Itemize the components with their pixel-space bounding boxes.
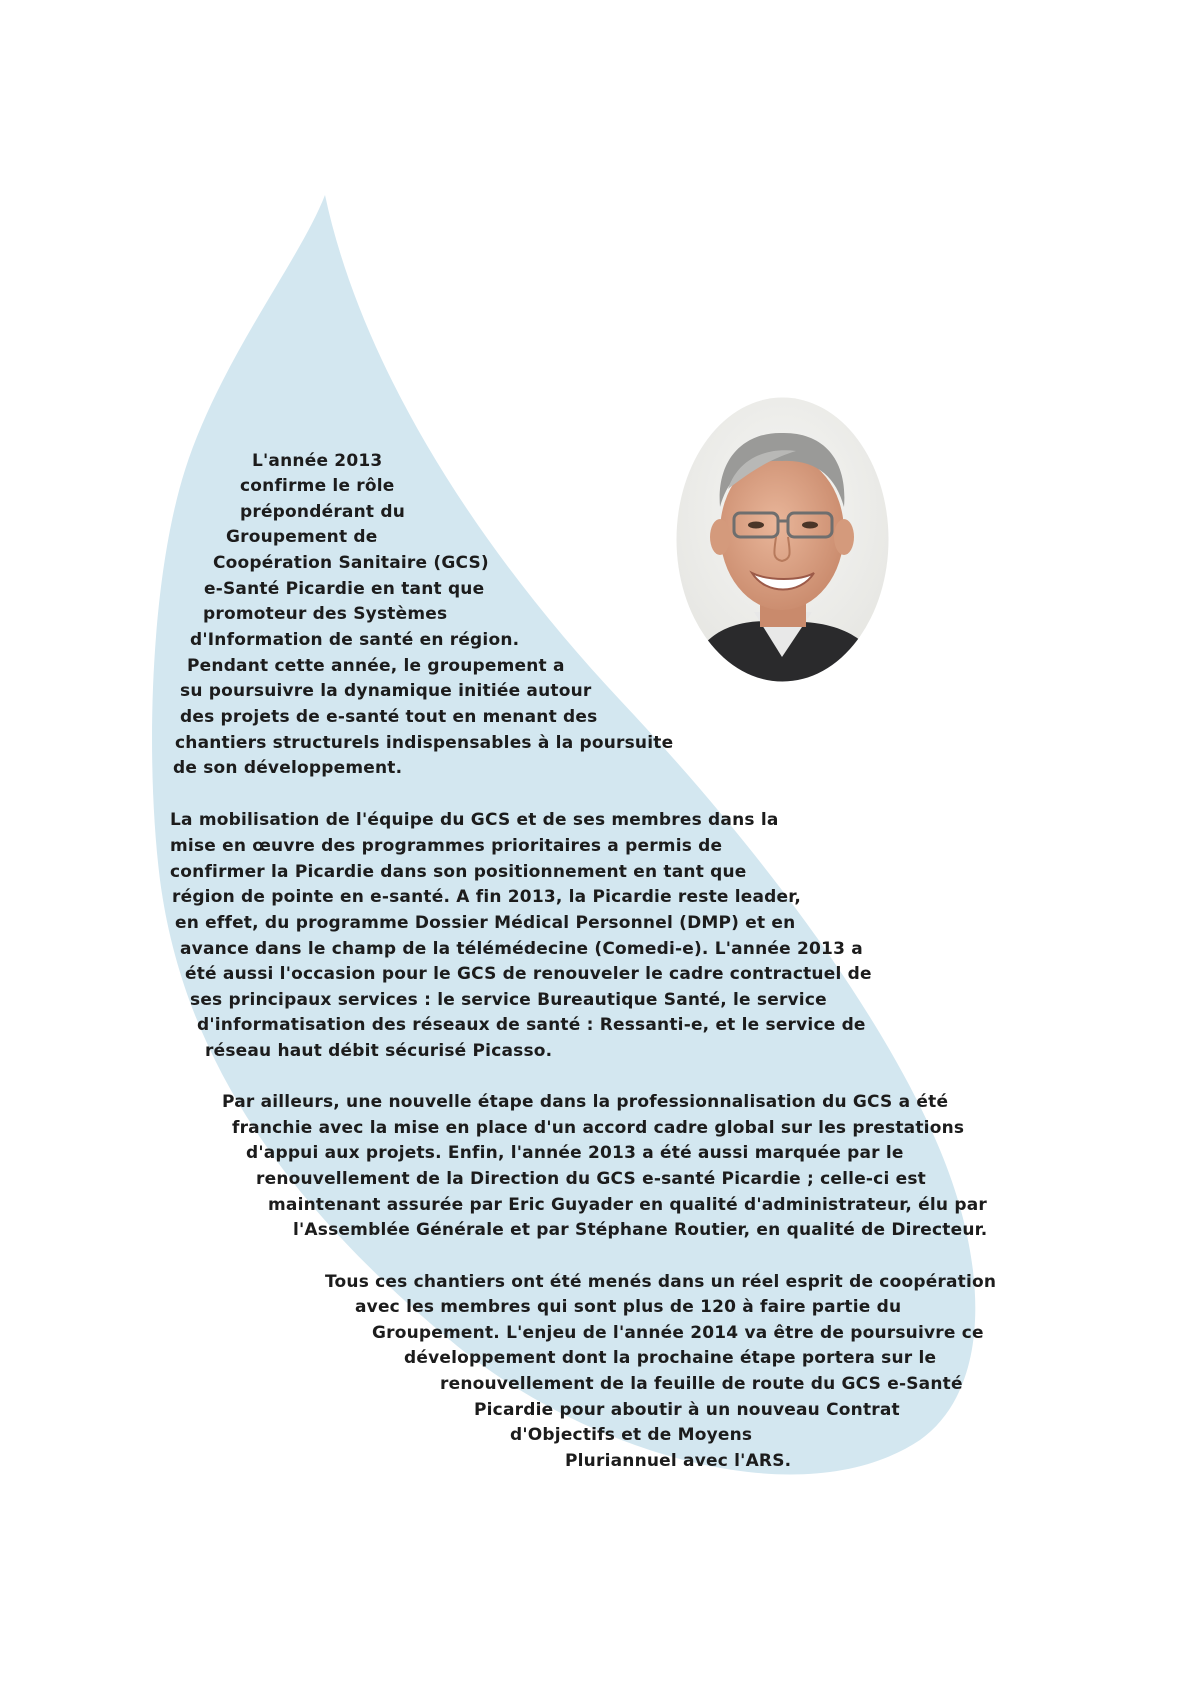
body-text-line: confirmer la Picardie dans son positionnement en tant que	[170, 862, 747, 882]
closing-text-line: Picardie pour aboutir à un nouveau Contrat	[474, 1400, 900, 1420]
closing-text-line: renouvellement de la feuille de route du GCS e-Santé	[440, 1374, 963, 1394]
body-text-line: d'informatisation des réseaux de santé : Ressanti-e, et le service de	[197, 1015, 866, 1035]
closing-text-line: Groupement. L'enjeu de l'année 2014 va être de poursuivre ce	[372, 1323, 984, 1343]
intro-text-line: Coopération Sanitaire (GCS)	[213, 553, 489, 573]
closing-text-line: développement dont la prochaine étape portera sur le	[404, 1348, 937, 1368]
intro-text-line: promoteur des Systèmes	[203, 604, 448, 624]
intro-text-line: prépondérant du	[240, 502, 406, 522]
body-text-line: maintenant assurée par Eric Guyader en qualité d'administrateur, élu par	[268, 1195, 987, 1215]
body-text-line: ses principaux services : le service Bureautique Santé, le service	[190, 990, 827, 1010]
intro-text-line: e-Santé Picardie en tant que	[204, 579, 485, 599]
intro-text-line: chantiers structurels indispensables à la poursuite	[175, 733, 674, 753]
body-text-line: Par ailleurs, une nouvelle étape dans la professionnalisation du GCS a été	[222, 1092, 949, 1112]
portrait-photo	[676, 397, 889, 682]
intro-text-line: d'Information de santé en région.	[190, 630, 520, 650]
intro-text-line: su poursuivre la dynamique initiée autour	[180, 681, 592, 701]
intro-text-line: L'année 2013	[252, 451, 383, 471]
closing-text-line: Tous ces chantiers ont été menés dans un réel esprit de coopération	[325, 1272, 997, 1292]
closing-text-line: avec les membres qui sont plus de 120 à faire partie du	[355, 1297, 902, 1317]
closing-text-line: d'Objectifs et de Moyens	[510, 1425, 753, 1445]
intro-text-line: Groupement de	[226, 527, 378, 547]
intro-text-line: confirme le rôle	[240, 476, 395, 496]
body-text-line: mise en œuvre des programmes prioritaires a permis de	[170, 836, 723, 856]
body-text-line: La mobilisation de l'équipe du GCS et de ses membres dans la	[170, 810, 779, 830]
body-text-line: d'appui aux projets. Enfin, l'année 2013 a été aussi marquée par le	[246, 1143, 904, 1163]
intro-text-line: des projets de e-santé tout en menant des	[180, 707, 598, 727]
body-text-line: renouvellement de la Direction du GCS e-santé Picardie ; celle-ci est	[256, 1169, 926, 1189]
body-text-line: avance dans le champ de la télémédecine (Comedi-e). L'année 2013 a	[180, 939, 863, 959]
body-text-line: en effet, du programme Dossier Médical Personnel (DMP) et en	[175, 913, 796, 933]
intro-text-line: Pendant cette année, le groupement a	[187, 656, 565, 676]
body-text-line: région de pointe en e-santé. A fin 2013, la Picardie reste leader,	[172, 887, 802, 907]
body-text-line: réseau haut débit sécurisé Picasso.	[205, 1041, 553, 1061]
closing-text-line: Pluriannuel avec l'ARS.	[565, 1451, 792, 1471]
intro-text-line: de son développement.	[173, 758, 403, 778]
body-text-line: été aussi l'occasion pour le GCS de renouveler le cadre contractuel de	[185, 964, 872, 984]
body-text-line: l'Assemblée Générale et par Stéphane Routier, en qualité de Directeur.	[293, 1220, 988, 1240]
body-text-line: franchie avec la mise en place d'un accord cadre global sur les prestations	[232, 1118, 965, 1138]
